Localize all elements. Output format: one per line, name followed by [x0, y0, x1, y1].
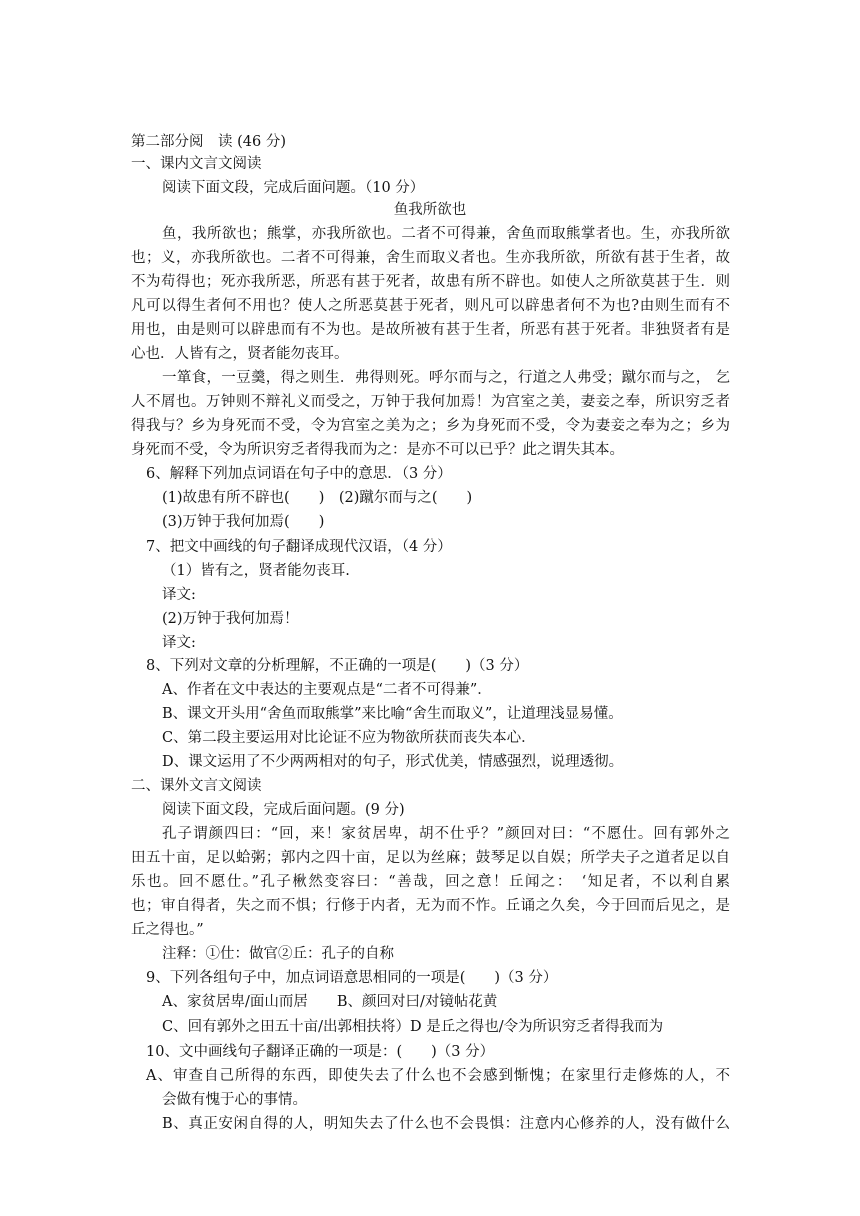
essay-title: 鱼我所欲也 — [393, 202, 467, 218]
essay-line: 凡可以得生者何不用也？使人之所恶莫甚于死者，则凡可以辟患者何不为也?由则生而有不 — [131, 298, 730, 314]
passage-line: 也；审自得者，失之而不惧；行修于内者，无为而不怍。丘诵之久矣，今于回而后见之，是 — [131, 898, 730, 914]
part2-title: 二、课外文言文阅读 — [131, 778, 262, 794]
passage-line: 孔子谓颜四曰：“回，来！家贫居卑，胡不仕乎？”颜回对曰：“不愿仕。回有郭外之 — [162, 826, 730, 842]
essay-line: 心也．人皆有之，贤者能勿丧耳。 — [131, 346, 349, 362]
essay-line: 身死而不受，令为所识穷乏者得我而为之：是亦不可以已乎？此之谓失其本。 — [131, 442, 624, 458]
annotation-note: 注释：①仕：做官②丘：孔子的自称 — [162, 946, 394, 962]
question-8-option-d: D、课文运用了不少两两相对的句子，形式优美，情感强烈，说理透彻。 — [162, 754, 624, 770]
question-10: 10、文中画线句子翻译正确的一项是：( )（3 分） — [146, 1044, 495, 1060]
essay-line: 一箪食，一豆羹，得之则生．弗得则死。呼尔而与之，行道之人弗受；蹴尔而与之， 乞 — [162, 370, 730, 386]
question-9-options-ab: A、家贫居卑/面山而居 B、颜回对曰/对镜帖花黄 — [162, 994, 498, 1010]
question-7-item-2: (2)万钟于我何加焉！ — [162, 611, 299, 627]
question-6: 6、解释下列加点词语在句子中的意思．（3 分） — [146, 466, 452, 482]
part1-title: 一、课内文言文阅读 — [131, 156, 262, 172]
question-6-items-1-2: (1)故患有所不辟也( ) (2)蹴尔而与之( ) — [162, 490, 473, 506]
question-10-option-b: B、真正安闲自得的人，明知失去了什么也不会畏惧：注意内心修养的人，没有做什么 — [162, 1116, 730, 1132]
essay-line: 用也，由是则可以辟患而有不为也。是故所被有甚于生者，所恶有甚于死者。非独贤者有是 — [131, 322, 730, 338]
question-10-option-a: A、审查自己所得的东西，即使失去了什么也不会感到惭愧；在家里行走修炼的人，不 — [146, 1068, 730, 1084]
essay-line: 也；义，亦我所欲也。二者不可得兼，舍生而取义者也。生亦我所欲，所欲有甚于生者，故 — [131, 250, 730, 266]
question-8-option-c: C、第二段主要运用对比论证不应为物欲所获而丧失本心． — [162, 730, 536, 746]
question-6-item-3: (3)万钟于我何加焉( ) — [162, 514, 325, 530]
passage-line: 丘之得也。” — [131, 922, 204, 938]
question-10-option-a-cont: 会做有愧于心的事情。 — [162, 1092, 307, 1108]
answer-label-1: 译文: — [162, 587, 196, 603]
essay-line: 人不屑也。万钟则不辩礼义而受之，万钟于我何加焉！为宫室之美，妻妾之奉，所识穷乏者 — [131, 394, 730, 410]
part1-instruction: 阅读下面文段，完成后面问题。（10 分） — [162, 180, 425, 196]
question-8: 8、下列对文章的分析理解，不正确的一项是( )（3 分） — [146, 658, 529, 674]
passage-line: 乐也。回不愿仕。”孔子楸然变容曰：“善哉，回之意！丘闻之： ‘知足者，不以利自累 — [131, 874, 730, 890]
essay-line: 得我与？乡为身死而不受，令为宫室之美为之；乡为身死而不受，令为妻妾之奉为之；乡为 — [131, 418, 730, 434]
essay-line: 鱼，我所欲也；熊掌，亦我所欲也。二者不可得兼，舍鱼而取熊掌者也。生，亦我所欲 — [162, 226, 730, 242]
passage-line: 田五十亩，足以蛤粥；郭内之四十亩，足以为丝麻；鼓琴足以自娱；所学夫子之道者足以自 — [131, 850, 730, 866]
question-9: 9、下列各组句子中，加点词语意思相同的一项是( )（3 分） — [146, 970, 558, 986]
question-7: 7、把文中画线的句子翻译成现代汉语，（4 分） — [146, 539, 452, 555]
part2-instruction: 阅读下面文段，完成后面问题。(9 分) — [162, 802, 405, 818]
question-7-item-1: （1）皆有之，贤者能勿丧耳. — [162, 563, 350, 579]
question-9-options-cd: C、回有郭外之田五十亩/出郭相扶将）D 是丘之得也/令为所识穷乏者得我而为 — [162, 1019, 664, 1035]
section-heading: 第二部分阅 读 (46 分) — [131, 134, 286, 150]
essay-line: 不为苟得也；死亦我所恶，所恶有甚于死者，故患有所不辟也。如使人之所欲莫甚于生．则 — [131, 274, 730, 290]
answer-label-2: 译文: — [162, 635, 196, 651]
question-8-option-a: A、作者在文中表达的主要观点是“二者不可得兼”． — [162, 682, 492, 698]
question-8-option-b: B、课文开头用“舍鱼而取熊掌”来比喻“舍生而取义”，让道理浅显易懂。 — [162, 706, 623, 722]
